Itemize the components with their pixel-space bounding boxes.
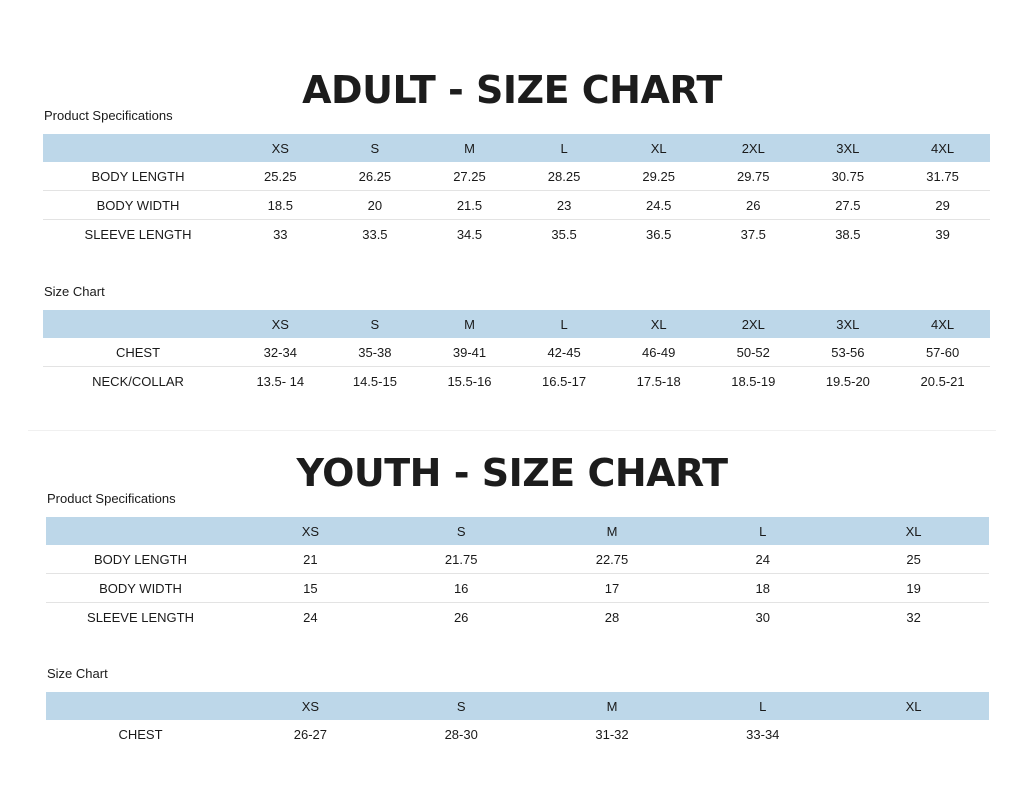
header-cell: L bbox=[759, 698, 767, 714]
row-label: NECK/COLLAR bbox=[92, 373, 184, 389]
table-cell: 15.5-16 bbox=[447, 373, 492, 389]
table-cell: 32 bbox=[906, 609, 921, 625]
header-cell: 3XL bbox=[836, 140, 860, 156]
table-row bbox=[46, 545, 989, 574]
header-cell: S bbox=[370, 316, 380, 332]
table-row bbox=[43, 338, 990, 367]
header-cell: L bbox=[759, 523, 767, 539]
row-label: CHEST bbox=[43, 338, 233, 367]
table-cell: 26-27 bbox=[293, 726, 328, 742]
header-cell: S bbox=[456, 523, 466, 539]
header-cell: L bbox=[560, 316, 568, 332]
table-cell: 35-38 bbox=[328, 338, 423, 367]
row-label: SLEEVE LENGTH bbox=[87, 609, 194, 625]
table-cell: 29.75 bbox=[706, 162, 801, 191]
table-cell: 33-34 bbox=[746, 726, 780, 742]
table-cell: 24 bbox=[687, 545, 838, 574]
table-cell: 26 bbox=[706, 191, 801, 220]
table-cell: 23 bbox=[517, 191, 612, 220]
table-cell: 30 bbox=[755, 609, 771, 625]
table-row bbox=[43, 367, 990, 396]
section-divider bbox=[28, 430, 996, 431]
table-row bbox=[46, 574, 989, 603]
table-cell: 20 bbox=[328, 191, 423, 220]
header-cell bbox=[46, 692, 235, 720]
header-cell: L bbox=[560, 140, 568, 156]
table-cell: 28-30 bbox=[444, 726, 478, 742]
row-label: BODY WIDTH bbox=[43, 191, 233, 220]
row-label: SLEEVE LENGTH bbox=[84, 226, 192, 242]
table-header-row bbox=[46, 517, 989, 545]
table-cell: 28 bbox=[604, 609, 620, 625]
header-cell: XS bbox=[301, 698, 320, 714]
table-cell: 24.5 bbox=[611, 191, 706, 220]
table-row bbox=[43, 191, 990, 220]
table-cell: 22.75 bbox=[537, 545, 688, 574]
table-cell: 27.25 bbox=[422, 162, 517, 191]
table-cell: 29.25 bbox=[611, 162, 706, 191]
youth-size-label: Size Chart bbox=[47, 666, 108, 681]
table-cell: 37.5 bbox=[740, 226, 766, 242]
table-cell: 33.5 bbox=[362, 226, 388, 242]
table-cell: 32-34 bbox=[233, 338, 328, 367]
table-cell: 53-56 bbox=[801, 338, 896, 367]
header-cell: XS bbox=[271, 316, 289, 332]
table-cell: 18.5 bbox=[233, 191, 328, 220]
table-cell: 16.5-17 bbox=[542, 373, 587, 389]
header-cell: S bbox=[456, 698, 466, 714]
table-cell: 14.5-15 bbox=[352, 373, 397, 389]
table-cell bbox=[838, 720, 989, 748]
header-cell: 3XL bbox=[836, 316, 860, 332]
header-cell: M bbox=[464, 316, 475, 332]
header-cell: 2XL bbox=[741, 316, 765, 332]
adult-size-label: Size Chart bbox=[44, 284, 105, 299]
table-cell: 25 bbox=[838, 545, 989, 574]
table-cell: 57-60 bbox=[895, 338, 990, 367]
table-cell: 50-52 bbox=[706, 338, 801, 367]
table-cell: 39-41 bbox=[422, 338, 517, 367]
header-cell: XS bbox=[301, 523, 320, 539]
header-cell: M bbox=[606, 698, 618, 714]
header-cell: 2XL bbox=[741, 140, 765, 156]
table-cell: 33 bbox=[273, 226, 288, 242]
adult-size-table bbox=[43, 310, 990, 395]
table-cell: 13.5- 14 bbox=[256, 373, 305, 389]
table-cell: 36.5 bbox=[646, 226, 672, 242]
table-cell: 20.5-21 bbox=[920, 373, 965, 389]
header-cell: M bbox=[606, 523, 618, 539]
table-cell: 39 bbox=[935, 226, 950, 242]
header-cell: XL bbox=[905, 523, 922, 539]
table-header-row bbox=[43, 310, 990, 338]
table-cell: 38.5 bbox=[835, 226, 861, 242]
row-label: BODY LENGTH bbox=[43, 162, 233, 191]
header-cell: XL bbox=[905, 698, 922, 714]
table-cell: 30.75 bbox=[801, 162, 896, 191]
adult-spec-table bbox=[43, 134, 990, 248]
table-cell: 26.25 bbox=[328, 162, 423, 191]
youth-title: YOUTH - SIZE CHART bbox=[296, 451, 728, 495]
header-cell: XS bbox=[271, 140, 289, 156]
table-cell: 31.75 bbox=[895, 162, 990, 191]
table-cell: 19 bbox=[838, 574, 989, 603]
youth-spec-label: Product Specifications bbox=[47, 491, 176, 506]
table-cell: 21 bbox=[235, 545, 386, 574]
table-cell: 46-49 bbox=[611, 338, 706, 367]
table-cell: 24 bbox=[303, 609, 318, 625]
table-cell: 17 bbox=[537, 574, 688, 603]
table-cell: 31-32 bbox=[595, 726, 629, 742]
header-cell bbox=[43, 310, 233, 338]
table-cell: 26 bbox=[453, 609, 469, 625]
table-cell: 34.5 bbox=[456, 226, 483, 242]
table-row bbox=[46, 603, 989, 632]
header-cell bbox=[46, 517, 235, 545]
table-row bbox=[43, 220, 990, 249]
table-row bbox=[43, 162, 990, 191]
table-header-row bbox=[43, 134, 990, 162]
table-cell: 21.5 bbox=[422, 191, 517, 220]
header-cell: XL bbox=[650, 316, 667, 332]
row-label: BODY LENGTH bbox=[46, 545, 235, 574]
header-cell: 4XL bbox=[931, 140, 955, 156]
row-label: BODY WIDTH bbox=[46, 574, 235, 603]
table-cell: 18.5-19 bbox=[731, 373, 776, 389]
table-cell: 16 bbox=[386, 574, 537, 603]
table-cell: 29 bbox=[895, 191, 990, 220]
adult-spec-label: Product Specifications bbox=[44, 108, 173, 123]
youth-size-table bbox=[46, 692, 989, 748]
table-cell: 35.5 bbox=[551, 226, 577, 242]
table-cell: 27.5 bbox=[801, 191, 896, 220]
table-cell: 28.25 bbox=[517, 162, 612, 191]
table-cell: 15 bbox=[235, 574, 386, 603]
table-cell: 18 bbox=[687, 574, 838, 603]
table-header-row bbox=[46, 692, 989, 720]
youth-spec-table bbox=[46, 517, 989, 631]
table-cell: 17.5-18 bbox=[636, 373, 681, 389]
table-row bbox=[46, 720, 989, 748]
header-cell bbox=[43, 134, 233, 162]
table-cell: 21.75 bbox=[386, 545, 537, 574]
adult-title: ADULT - SIZE CHART bbox=[302, 68, 722, 112]
table-cell: 25.25 bbox=[233, 162, 328, 191]
table-cell: 19.5-20 bbox=[825, 373, 870, 389]
row-label: CHEST bbox=[118, 726, 163, 742]
header-cell: XL bbox=[650, 140, 667, 156]
table-cell: 42-45 bbox=[517, 338, 612, 367]
header-cell: S bbox=[370, 140, 380, 156]
header-cell: M bbox=[464, 140, 475, 156]
header-cell: 4XL bbox=[931, 316, 955, 332]
